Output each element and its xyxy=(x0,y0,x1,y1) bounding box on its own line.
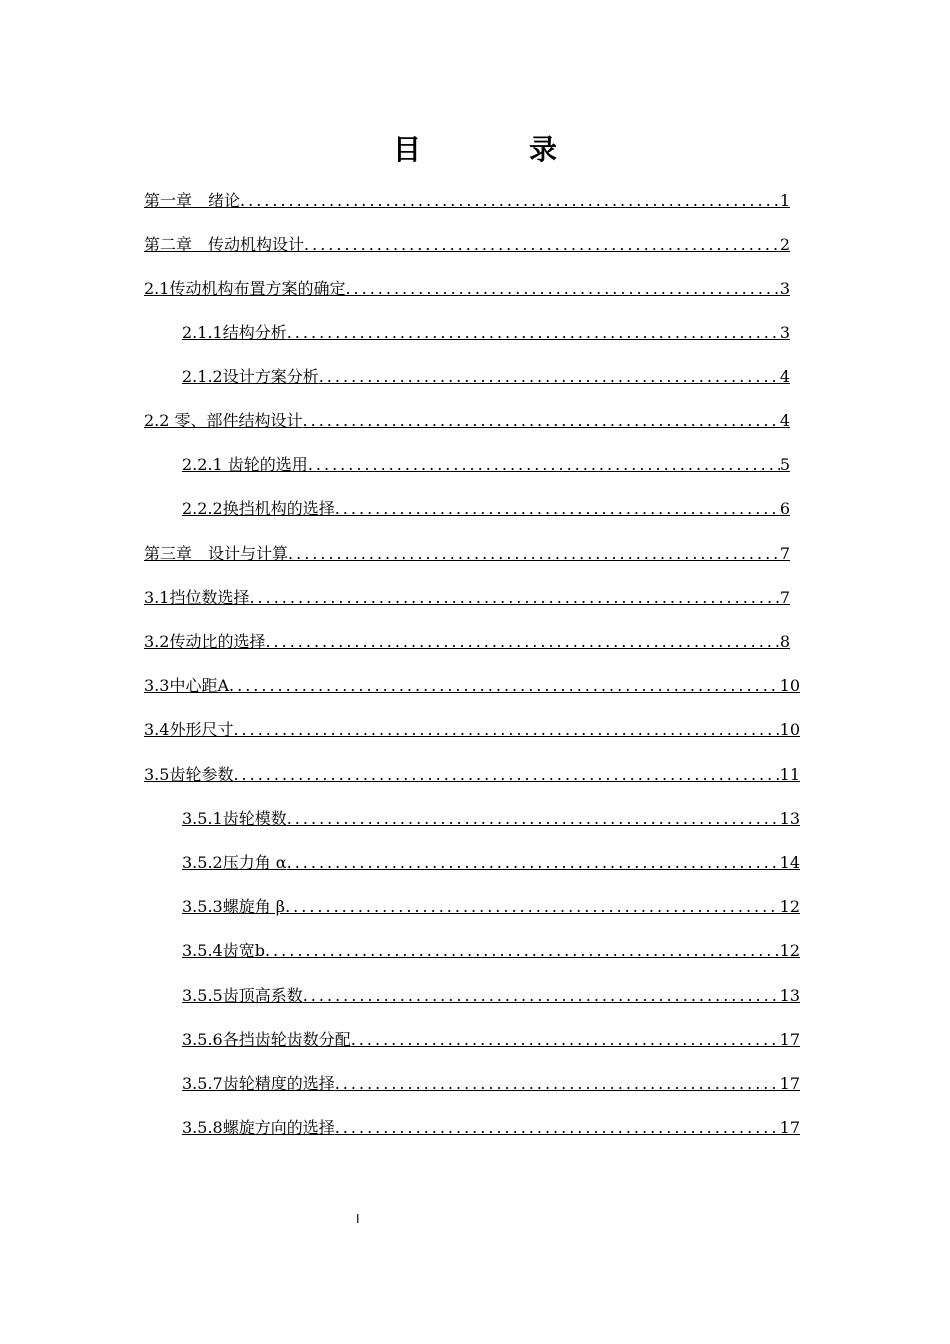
toc-dot-leader xyxy=(249,587,779,609)
toc-entry-label: 2.1.2设计方案分析 xyxy=(182,367,319,386)
toc-entry-label: 2.1传动机构布置方案的确定 xyxy=(144,279,346,298)
toc-page-number: 17 xyxy=(779,1074,800,1093)
toc-entry-2-2-1[interactable] xyxy=(182,454,790,476)
toc-page-number: 10 xyxy=(779,676,800,695)
toc-entry-3-4[interactable] xyxy=(144,719,800,741)
toc-dot-leader xyxy=(304,234,780,256)
toc-entry-chapter-2[interactable] xyxy=(144,234,790,256)
toc-page-number: 17 xyxy=(779,1118,800,1137)
toc-entry-3-5-5[interactable] xyxy=(182,985,800,1007)
toc-entry-label: 3.5齿轮参数 xyxy=(144,765,234,784)
toc-page-number: 6 xyxy=(779,499,790,518)
toc-entry-label: 3.5.4齿宽b xyxy=(182,941,265,960)
toc-entry-3-5-8[interactable] xyxy=(182,1117,800,1139)
toc-page-number: 4 xyxy=(779,411,790,430)
toc-entry-2-1-2[interactable] xyxy=(182,366,790,388)
toc-entry-label: 3.5.3螺旋角 β xyxy=(182,897,286,916)
toc-dot-leader xyxy=(287,322,780,344)
toc-page-number: 13 xyxy=(779,809,800,828)
toc-dot-leader xyxy=(233,719,779,741)
toc-dot-leader xyxy=(319,366,780,388)
toc-dot-leader xyxy=(240,190,780,212)
toc-entry-label: 2.2.2换挡机构的选择 xyxy=(182,499,335,518)
toc-entry-label: 3.5.1齿轮模数 xyxy=(182,809,287,828)
toc-entry-label: 3.5.5齿顶高系数 xyxy=(182,986,303,1005)
toc-dot-leader xyxy=(233,764,779,786)
toc-entry-2-2[interactable] xyxy=(144,410,790,432)
toc-page-number: 13 xyxy=(779,986,800,1005)
toc-page-number: 3 xyxy=(779,279,790,298)
toc-entry-3-5[interactable] xyxy=(144,764,800,786)
toc-entry-chapter-1[interactable] xyxy=(144,190,790,212)
toc-entry-3-5-4[interactable] xyxy=(182,940,800,962)
toc-dot-leader xyxy=(303,985,780,1007)
toc-entry-2-1-1[interactable] xyxy=(182,322,790,344)
toc-entry-chapter-3[interactable] xyxy=(144,543,790,565)
toc-page-number: 2 xyxy=(779,235,790,254)
toc-page-number: 8 xyxy=(779,632,790,651)
page-title: 目 录 xyxy=(392,133,597,166)
toc-dot-leader xyxy=(265,631,779,653)
toc-entry-3-5-7[interactable] xyxy=(182,1073,800,1095)
toc-page-number: 1 xyxy=(779,191,790,210)
toc-entry-label: 第三章 设计与计算 xyxy=(144,544,289,563)
toc-page-number: 11 xyxy=(779,765,800,784)
toc-page-number: 5 xyxy=(779,455,790,474)
toc-entry-label: 3.5.6各挡齿轮齿数分配 xyxy=(182,1030,351,1049)
footer-page-number: I xyxy=(356,1212,360,1226)
toc-dot-leader xyxy=(351,1029,780,1051)
toc-entry-2-2-2[interactable] xyxy=(182,498,790,520)
toc-page-number: 12 xyxy=(779,897,800,916)
toc-page-number: 7 xyxy=(779,544,790,563)
toc-entry-label: 第一章 绪论 xyxy=(144,191,241,210)
toc-dot-leader xyxy=(335,1073,780,1095)
toc-page-number: 4 xyxy=(779,367,790,386)
toc-entry-label: 2.1.1结构分析 xyxy=(182,323,287,342)
toc-dot-leader xyxy=(335,1117,780,1139)
toc-entry-label: 3.4外形尺寸 xyxy=(144,720,234,739)
toc-entry-3-5-6[interactable] xyxy=(182,1029,800,1051)
toc-page-number: 7 xyxy=(779,588,790,607)
toc-entry-label: 3.3中心距A xyxy=(144,676,230,695)
toc-entry-3-2[interactable] xyxy=(144,631,790,653)
toc-dot-leader xyxy=(345,278,779,300)
toc-entry-3-5-2[interactable] xyxy=(182,852,800,874)
toc-entry-3-5-3[interactable] xyxy=(182,896,800,918)
toc-dot-leader xyxy=(288,543,780,565)
toc-dot-leader xyxy=(287,852,780,874)
toc-page-number: 10 xyxy=(779,720,800,739)
toc-dot-leader xyxy=(335,498,780,520)
toc-dot-leader xyxy=(265,940,780,962)
toc-entry-label: 3.5.8螺旋方向的选择 xyxy=(182,1118,335,1137)
toc-entry-label: 3.5.7齿轮精度的选择 xyxy=(182,1074,335,1093)
toc-entry-3-5-1[interactable] xyxy=(182,808,800,830)
toc-page-number: 3 xyxy=(779,323,790,342)
toc-entry-label: 3.1挡位数选择 xyxy=(144,588,250,607)
toc-dot-leader xyxy=(287,808,780,830)
toc-page-number: 14 xyxy=(779,853,800,872)
toc-entry-2-1[interactable] xyxy=(144,278,790,300)
toc-page-number: 12 xyxy=(779,941,800,960)
toc-entry-label: 2.2.1 齿轮的选用 xyxy=(182,455,308,474)
toc-entry-label: 3.5.2压力角 α xyxy=(182,853,287,872)
toc-page-number: 17 xyxy=(779,1030,800,1049)
toc-entry-label: 2.2 零、部件结构设计 xyxy=(144,411,303,430)
toc-entry-3-1[interactable] xyxy=(144,587,790,609)
toc-dot-leader xyxy=(229,675,780,697)
toc-dot-leader xyxy=(303,410,780,432)
toc-dot-leader xyxy=(285,896,780,918)
toc-entry-label: 3.2传动比的选择 xyxy=(144,632,266,651)
toc-dot-leader xyxy=(308,454,780,476)
toc-entry-label: 第二章 传动机构设计 xyxy=(144,235,305,254)
toc-entry-3-3[interactable] xyxy=(144,675,800,697)
